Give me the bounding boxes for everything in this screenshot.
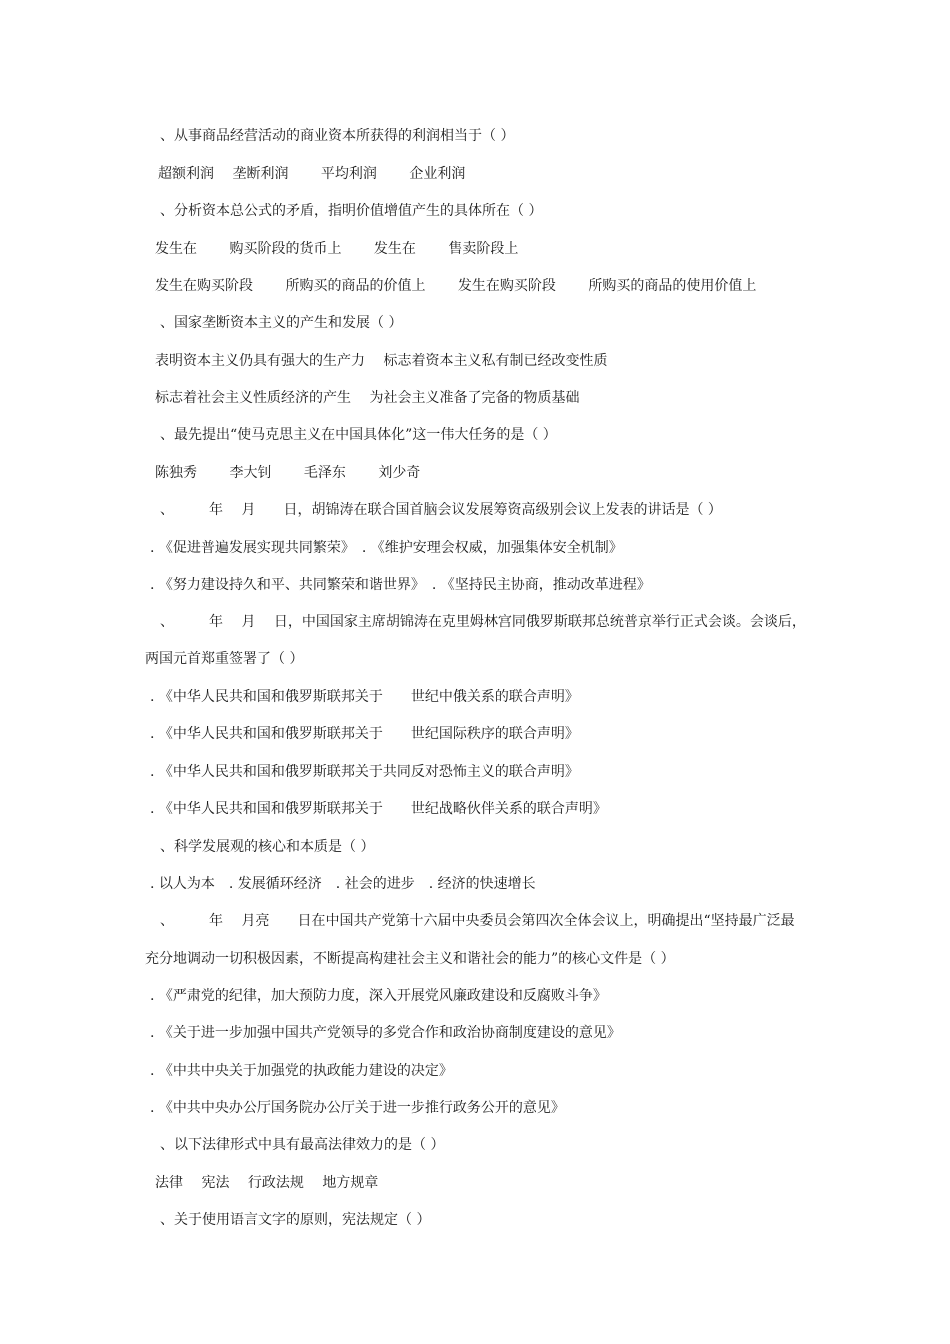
options-scientific-development: . 以人为本 . 发展循环经济 . 社会的进步 . 经济的快速增长 <box>150 876 536 892</box>
option-harmonious-c: . 《中共中央关于加强党的执政能力建设的决定》 <box>150 1063 453 1079</box>
option-kremlin-b: . 《中华人民共和国和俄罗斯联邦关于 世纪国际秩序的联合声明》 <box>150 726 579 742</box>
options-legal-effect: 法律 宪法 行政法规 地方规章 <box>155 1175 379 1191</box>
question-harmonious-society-cont: 充分地调动一切积极因素，不断提高构建社会主义和谐社会的能力”的核心文件是（ ） <box>145 951 675 967</box>
option-harmonious-b: . 《关于进一步加强中国共产党领导的多党合作和政治协商制度建设的意见》 <box>150 1025 621 1041</box>
question-marxism-sinicization: 、最先提出“使马克思主义在中国具体化”这一伟大任务的是（ ） <box>160 427 557 443</box>
question-commercial-profit: 、从事商品经营活动的商业资本所获得的利润相当于（ ） <box>160 128 515 144</box>
question-language-principle: 、关于使用语言文字的原则，宪法规定（ ） <box>160 1212 431 1228</box>
options-un-speech-2: . 《努力建设持久和平、共同繁荣和谐世界》 . 《坚持民主协商，推动改革进程》 <box>150 577 651 593</box>
question-kremlin-talks-cont: 两国元首郑重签署了（ ） <box>145 651 304 667</box>
options-commercial-profit: 超额利润 垄断利润 平均利润 企业利润 <box>158 166 466 182</box>
question-scientific-development: 、科学发展观的核心和本质是（ ） <box>160 839 375 855</box>
option-harmonious-a: . 《严肃党的纪律，加大预防力度，深入开展党风廉政建设和反腐败斗争》 <box>150 988 607 1004</box>
option-harmonious-d: . 《中共中央办公厅国务院办公厅关于进一步推行政务公开的意见》 <box>150 1100 565 1116</box>
question-kremlin-talks: 、 年 月 日，中国国家主席胡锦涛在克里姆林宫同俄罗斯联邦总统普京举行正式会谈。会谈后， <box>160 614 806 630</box>
question-state-monopoly: 、国家垄断资本主义的产生和发展（ ） <box>160 315 403 331</box>
option-kremlin-a: . 《中华人民共和国和俄罗斯联邦关于 世纪中俄关系的联合声明》 <box>150 689 579 705</box>
question-un-speech: 、 年 月 日，胡锦涛在联合国首脑会议发展筹资高级别会议上发表的讲话是（ ） <box>160 502 722 518</box>
question-legal-effect: 、以下法律形式中具有最高法律效力的是（ ） <box>160 1137 445 1153</box>
option-kremlin-c: . 《中华人民共和国和俄罗斯联邦关于共同反对恐怖主义的联合声明》 <box>150 764 579 780</box>
options-state-monopoly-2: 标志着社会主义性质经济的产生 为社会主义准备了完备的物质基础 <box>155 390 580 406</box>
options-marxism-sinicization: 陈独秀 李大钊 毛泽东 刘少奇 <box>155 465 421 481</box>
options-un-speech-1: . 《促进普遍发展实现共同繁荣》 . 《维护安理会权威，加强集体安全机制》 <box>150 540 623 556</box>
options-capital-formula-1: 发生在 购买阶段的货币上 发生在 售卖阶段上 <box>155 241 519 257</box>
question-harmonious-society: 、 年 月亮 日在中国共产党第十六届中央委员会第四次全体会议上，明确提出“坚持最广泛最 <box>160 913 795 929</box>
options-capital-formula-2: 发生在购买阶段 所购买的商品的价值上 发生在购买阶段 所购买的商品的使用价值上 <box>155 278 757 294</box>
options-state-monopoly-1: 表明资本主义仍具有强大的生产力 标志着资本主义私有制已经改变性质 <box>155 353 608 369</box>
question-capital-formula: 、分析资本总公式的矛盾，指明价值增值产生的具体所在（ ） <box>160 203 543 219</box>
option-kremlin-d: . 《中华人民共和国和俄罗斯联邦关于 世纪战略伙伴关系的联合声明》 <box>150 801 607 817</box>
